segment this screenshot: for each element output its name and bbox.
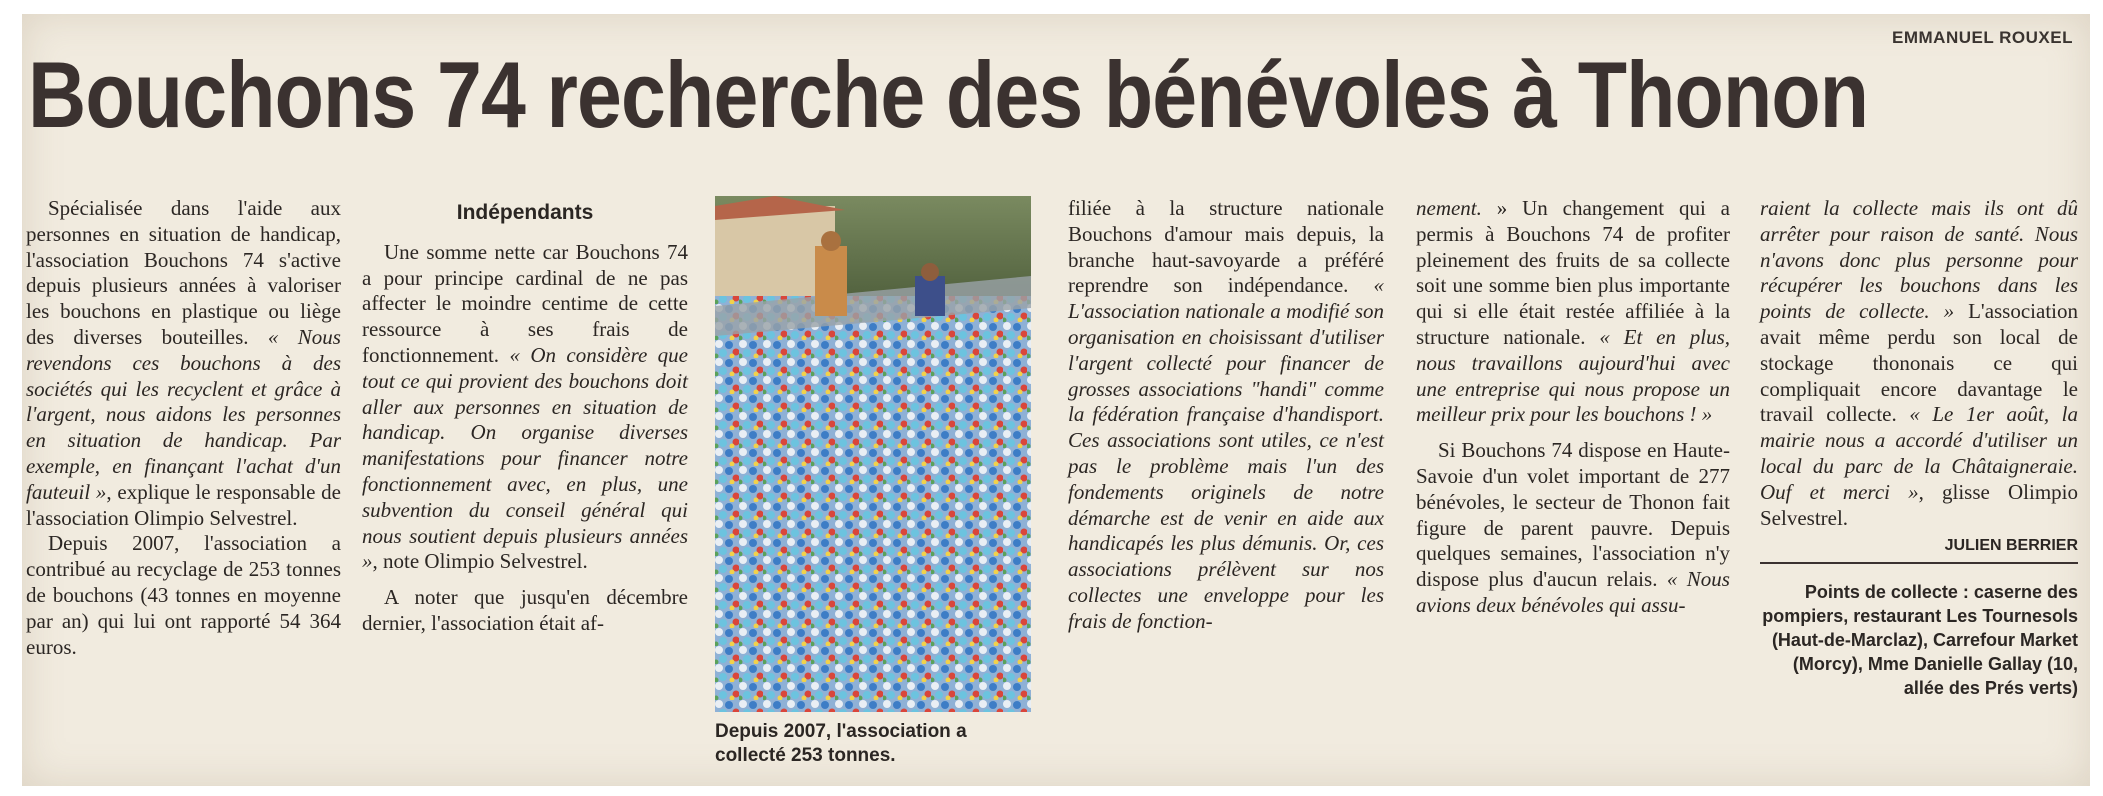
author-top: EMMANUEL ROUXEL (1892, 28, 2073, 47)
paragraph: filiée à la structure nationale Bouchons d'amour mais depuis, la branche haut-savoyarde a préféré reprendre son indépendance. « L'association nationale a modifié son organisation en choisissant d'utiliser l'argent collecté pour financer de grosses associations "handi" comme la fédération française d'handisport. Ces associations sont utiles, ce n'est pas le problème mais l'un des fondements originels de notre démarche est de venir en aide aux handicapés les plus démunis. Or, ces associations prélèvent sur nos collectes une enveloppe pour les frais de fonction- (1068, 196, 1384, 633)
article-column-4 (1416, 196, 1730, 619)
paragraph: Depuis 2007, l'association a contribué au recyclage de 253 tonnes de bouchons (43 tonnes en moyenne par an) qui lui ont rapporté 54 364 euros. (26, 531, 341, 659)
photo-caption: Depuis 2007, l'association a collecté 253 tonnes. (715, 721, 967, 766)
paragraph: Si Bouchons 74 dispose en Haute-Savoie d'un volet important de 277 bénévoles, le secteur de Thonon fait figure de parent pauvre. Depuis quelques semaines, l'association n'y dispose plus d'aucun relais. « Nous avions deux bénévoles qui assu- (1416, 438, 1730, 617)
paragraph: A noter que jusqu'en décembre dernier, l'association était af- (362, 585, 688, 635)
paragraph: raient la collecte mais ils ont dû arrêter pour raison de santé. Nous n'avons donc plus personne pour récupérer les bouchons dans les points de collecte. » L'association avait même perdu son local de stockage thononais ce qui compliquait encore davantage le travail collecte. « Le 1er août, la mairie nous a accordé d'utiliser un local du parc de la Châtaigneraie. Ouf et merci », glisse Olimpio Selvestrel. (1760, 196, 2078, 530)
collection-points-box: Points de collecte : caserne des pompiers, restaurant Les Tournesols (Haut-de-Marclaz), Carrefour Market (Morcy), Mme Danielle Gallay (10, allée des Prés verts) (1762, 582, 2078, 699)
article-headline: Bouchons 74 recherche des bénévoles à Thonon (28, 42, 1869, 147)
paragraph: nement. » Un changement qui a permis à Bouchons 74 de profiter pleinement des fruits de sa collecte soit une somme bien plus importante qui si elle était restée affiliée à la structure nationale. « Et en plus, nous travaillons aujourd'hui avec une entreprise qui nous propose un meilleur prix pour les bouchons ! » (1416, 196, 1730, 427)
news-photo (715, 196, 1031, 712)
article-column-1 (26, 196, 341, 660)
article-column-3 (1068, 196, 1384, 635)
author-byline: JULIEN BERRIER (1760, 533, 2078, 564)
paragraph: Une somme nette car Bouchons 74 a pour principe cardinal de ne pas affecter le moindre centime de cette ressource à ses frais de fonctionnement. « On considère que tout ce qui provient des bouchons doit aller aux personnes en situation de handicap. On organise diverses manifestations pour financer notre fonctionnement avec, en plus, une subvention du conseil général qui nous soutient depuis plusieurs années », note Olimpio Selvestrel. (362, 239, 688, 574)
article-column-5 (1760, 196, 2078, 700)
subheading: Indépendants (456, 201, 594, 224)
bottle-caps-photo (715, 196, 1031, 712)
paragraph: Spécialisée dans l'aide aux personnes en situation de handicap, l'association Bouchons 74 s'active depuis plusieurs années à valoriser les bouchons en plastique ou liège des diverses bouteilles. « Nous revendons ces bouchons à des sociétés qui les recyclent et grâce à l'argent, nous aidons les personnes en situation de handicap. Par exemple, en finançant l'achat d'un fauteuil », explique le responsable de l'association Olimpio Selvestrel. (26, 196, 341, 530)
article-column-2 (362, 196, 688, 637)
